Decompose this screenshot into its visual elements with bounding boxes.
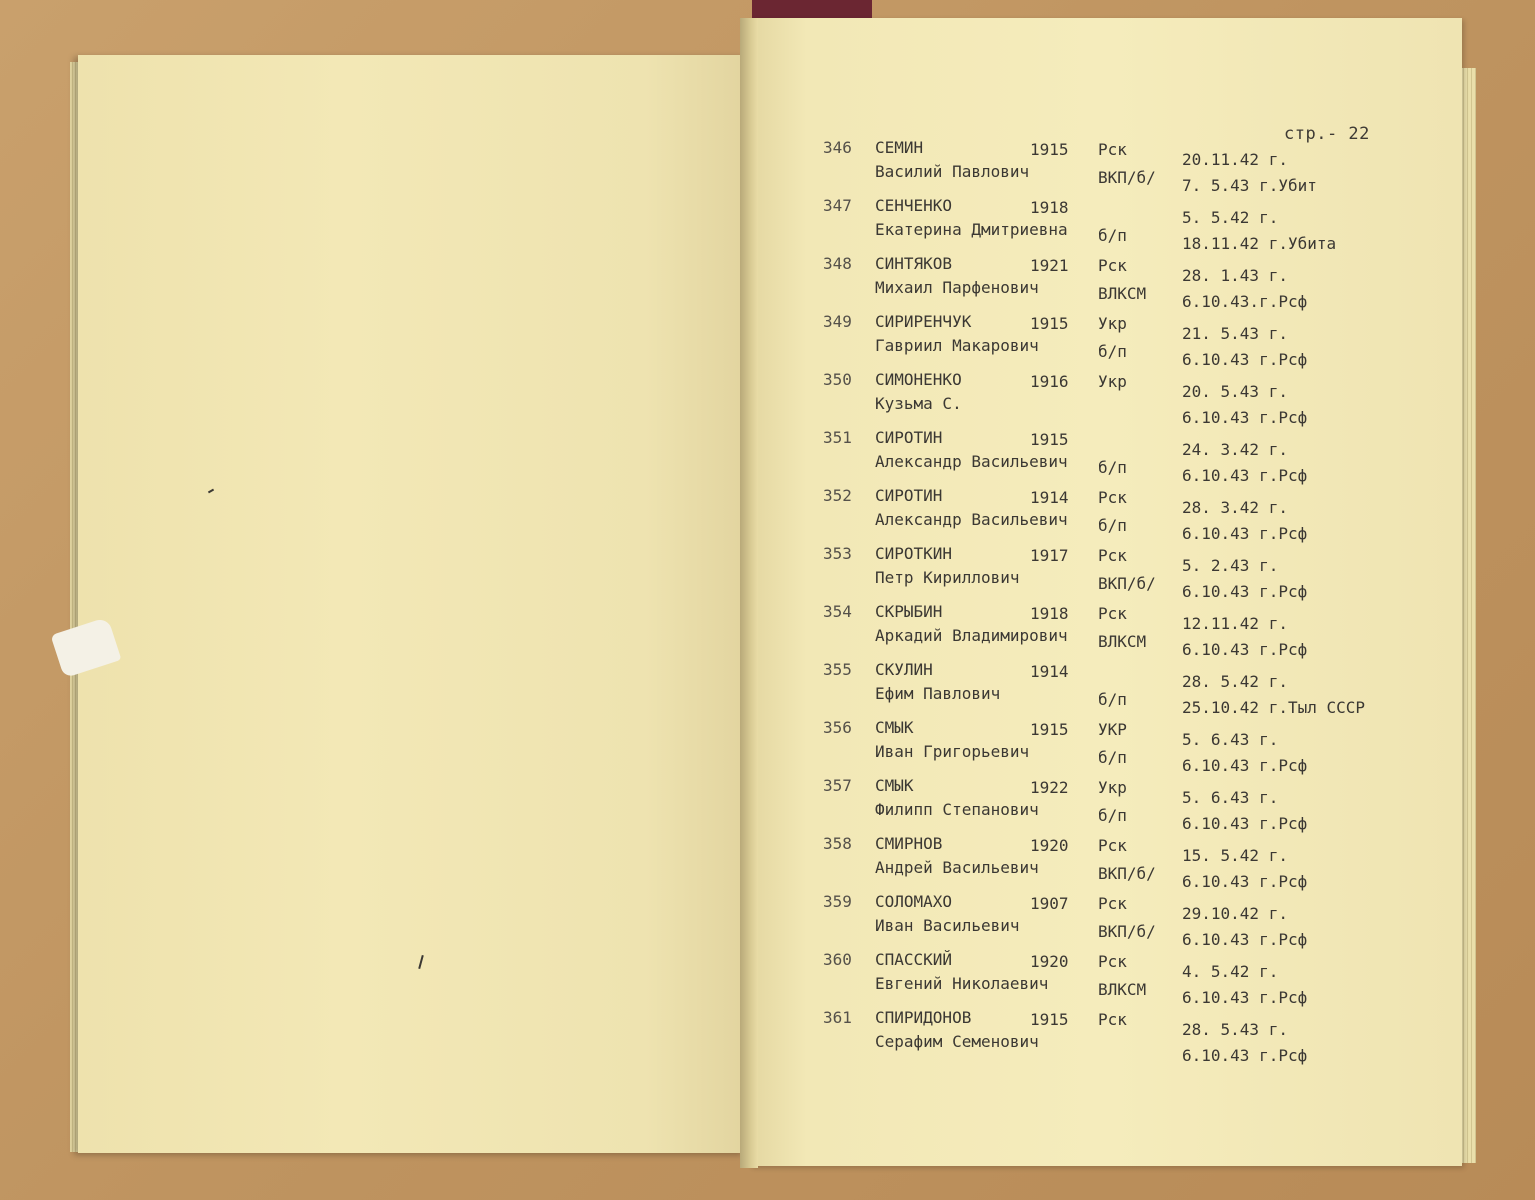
register-entry — [0, 950, 1535, 1006]
call-up-date: 15. 5.42 г. — [1182, 846, 1288, 865]
party-membership: ВКП/б/ — [1098, 922, 1156, 941]
birth-year: 1916 — [1030, 372, 1069, 391]
birth-year: 1921 — [1030, 256, 1069, 275]
surname: СИРОТКИН — [875, 544, 953, 563]
nationality: УКР — [1098, 720, 1127, 739]
nationality: Укр — [1098, 778, 1127, 797]
outcome-date: 6.10.43 г.Рсф — [1182, 350, 1308, 369]
register-entry — [0, 892, 1535, 948]
birth-year: 1915 — [1030, 1010, 1069, 1029]
party-membership: б/п — [1098, 748, 1127, 767]
birth-year: 1918 — [1030, 604, 1069, 623]
nationality: Рск — [1098, 256, 1127, 275]
register-entry — [0, 138, 1535, 194]
call-up-date: 5. 6.43 г. — [1182, 788, 1279, 807]
surname: СИРИРЕНЧУК — [875, 312, 972, 331]
register-entry — [0, 370, 1535, 426]
birth-year: 1915 — [1030, 314, 1069, 333]
call-up-date: 5. 2.43 г. — [1182, 556, 1279, 575]
nationality: Рск — [1098, 604, 1127, 623]
call-up-date: 28. 5.42 г. — [1182, 672, 1288, 691]
surname: СЕНЧЕНКО — [875, 196, 953, 215]
party-membership: б/п — [1098, 342, 1127, 361]
birth-year: 1920 — [1030, 836, 1069, 855]
surname: СОЛОМАХО — [875, 892, 953, 911]
entry-number: 357 — [823, 776, 852, 795]
surname: СМИРНОВ — [875, 834, 943, 853]
given-names: Серафим Семенович — [875, 1032, 1039, 1051]
entry-number: 355 — [823, 660, 852, 679]
party-membership: ВКП/б/ — [1098, 574, 1156, 593]
outcome-date: 18.11.42 г.Убита — [1182, 234, 1337, 253]
nationality: Рск — [1098, 140, 1127, 159]
given-names: Василий Павлович — [875, 162, 1030, 181]
entry-number: 346 — [823, 138, 852, 157]
register-entry — [0, 428, 1535, 484]
outcome-date: 6.10.43 г.Рсф — [1182, 756, 1308, 775]
outcome-date: 6.10.43 г.Рсф — [1182, 930, 1308, 949]
surname: СМЫК — [875, 718, 914, 737]
party-membership: б/п — [1098, 516, 1127, 535]
given-names: Петр Кириллович — [875, 568, 1020, 587]
surname: СПИРИДОНОВ — [875, 1008, 972, 1027]
surname: СИМОНЕНКО — [875, 370, 962, 389]
surname: СКРЫБИН — [875, 602, 943, 621]
birth-year: 1920 — [1030, 952, 1069, 971]
register-entry — [0, 776, 1535, 832]
call-up-date: 5. 6.43 г. — [1182, 730, 1279, 749]
register-entry — [0, 254, 1535, 310]
nationality: Рск — [1098, 1010, 1127, 1029]
register-entry — [0, 1008, 1535, 1064]
call-up-date: 4. 5.42 г. — [1182, 962, 1279, 981]
given-names: Филипп Степанович — [875, 800, 1039, 819]
surname: СЕМИН — [875, 138, 924, 157]
outcome-date: 6.10.43 г.Рсф — [1182, 988, 1308, 1007]
nationality: Укр — [1098, 372, 1127, 391]
given-names: Екатерина Дмитриевна — [875, 220, 1068, 239]
given-names: Гавриил Макарович — [875, 336, 1039, 355]
outcome-date: 6.10.43 г.Рсф — [1182, 582, 1308, 601]
call-up-date: 12.11.42 г. — [1182, 614, 1288, 633]
given-names: Кузьма С. — [875, 394, 962, 413]
party-membership: б/п — [1098, 806, 1127, 825]
party-membership: ВЛКСМ — [1098, 980, 1147, 999]
outcome-date: 6.10.43 г.Рсф — [1182, 640, 1308, 659]
surname: СИРОТИН — [875, 428, 943, 447]
outcome-date: 6.10.43 г.Рсф — [1182, 466, 1308, 485]
birth-year: 1914 — [1030, 488, 1069, 507]
outcome-date: 7. 5.43 г.Убит — [1182, 176, 1317, 195]
entry-number: 349 — [823, 312, 852, 331]
entry-number: 351 — [823, 428, 852, 447]
nationality: Рск — [1098, 952, 1127, 971]
given-names: Ефим Павлович — [875, 684, 1001, 703]
register-entry — [0, 602, 1535, 658]
call-up-date: 21. 5.43 г. — [1182, 324, 1288, 343]
surname: СИНТЯКОВ — [875, 254, 953, 273]
register-entry — [0, 196, 1535, 252]
register-entry — [0, 660, 1535, 716]
call-up-date: 20. 5.43 г. — [1182, 382, 1288, 401]
party-membership: б/п — [1098, 226, 1127, 245]
given-names: Аркадий Владимирович — [875, 626, 1068, 645]
entry-number: 350 — [823, 370, 852, 389]
given-names: Андрей Васильевич — [875, 858, 1039, 877]
entry-number: 356 — [823, 718, 852, 737]
outcome-date: 6.10.43 г.Рсф — [1182, 408, 1308, 427]
surname: СКУЛИН — [875, 660, 933, 679]
nationality: Укр — [1098, 314, 1127, 333]
party-membership: ВЛКСМ — [1098, 632, 1147, 651]
given-names: Евгений Николаевич — [875, 974, 1049, 993]
party-membership: ВКП/б/ — [1098, 168, 1156, 187]
birth-year: 1918 — [1030, 198, 1069, 217]
party-membership: ВКП/б/ — [1098, 864, 1156, 883]
call-up-date: 29.10.42 г. — [1182, 904, 1288, 923]
party-membership: б/п — [1098, 690, 1127, 709]
nationality: Рск — [1098, 836, 1127, 855]
given-names: Михаил Парфенович — [875, 278, 1039, 297]
outcome-date: 6.10.43.г.Рсф — [1182, 292, 1308, 311]
birth-year: 1915 — [1030, 720, 1069, 739]
outcome-date: 6.10.43 г.Рсф — [1182, 872, 1308, 891]
call-up-date: 28. 3.42 г. — [1182, 498, 1288, 517]
register-entry — [0, 834, 1535, 890]
call-up-date: 24. 3.42 г. — [1182, 440, 1288, 459]
surname: СИРОТИН — [875, 486, 943, 505]
entry-number: 354 — [823, 602, 852, 621]
outcome-date: 25.10.42 г.Тыл СССР — [1182, 698, 1366, 717]
call-up-date: 5. 5.42 г. — [1182, 208, 1279, 227]
register-entry — [0, 718, 1535, 774]
entry-number: 359 — [823, 892, 852, 911]
entry-number: 347 — [823, 196, 852, 215]
entry-number: 352 — [823, 486, 852, 505]
surname: СПАССКИЙ — [875, 950, 953, 969]
surname: СМЫК — [875, 776, 914, 795]
birth-year: 1922 — [1030, 778, 1069, 797]
register-entry — [0, 486, 1535, 542]
party-membership: б/п — [1098, 458, 1127, 477]
entry-number: 361 — [823, 1008, 852, 1027]
given-names: Иван Григорьевич — [875, 742, 1030, 761]
given-names: Иван Васильевич — [875, 916, 1020, 935]
register-entry — [0, 312, 1535, 368]
birth-year: 1915 — [1030, 430, 1069, 449]
given-names: Александр Васильевич — [875, 452, 1068, 471]
birth-year: 1914 — [1030, 662, 1069, 681]
entry-number: 348 — [823, 254, 852, 273]
page-number: стр.- 22 — [1284, 124, 1370, 144]
birth-year: 1915 — [1030, 140, 1069, 159]
register-entry — [0, 544, 1535, 600]
entry-number: 360 — [823, 950, 852, 969]
call-up-date: 28. 5.43 г. — [1182, 1020, 1288, 1039]
party-membership: ВЛКСМ — [1098, 284, 1147, 303]
entry-number: 358 — [823, 834, 852, 853]
call-up-date: 28. 1.43 г. — [1182, 266, 1288, 285]
given-names: Александр Васильевич — [875, 510, 1068, 529]
outcome-date: 6.10.43 г.Рсф — [1182, 814, 1308, 833]
entry-number: 353 — [823, 544, 852, 563]
call-up-date: 20.11.42 г. — [1182, 150, 1288, 169]
nationality: Рск — [1098, 546, 1127, 565]
nationality: Рск — [1098, 894, 1127, 913]
birth-year: 1907 — [1030, 894, 1069, 913]
outcome-date: 6.10.43 г.Рсф — [1182, 524, 1308, 543]
nationality: Рск — [1098, 488, 1127, 507]
outcome-date: 6.10.43 г.Рсф — [1182, 1046, 1308, 1065]
birth-year: 1917 — [1030, 546, 1069, 565]
